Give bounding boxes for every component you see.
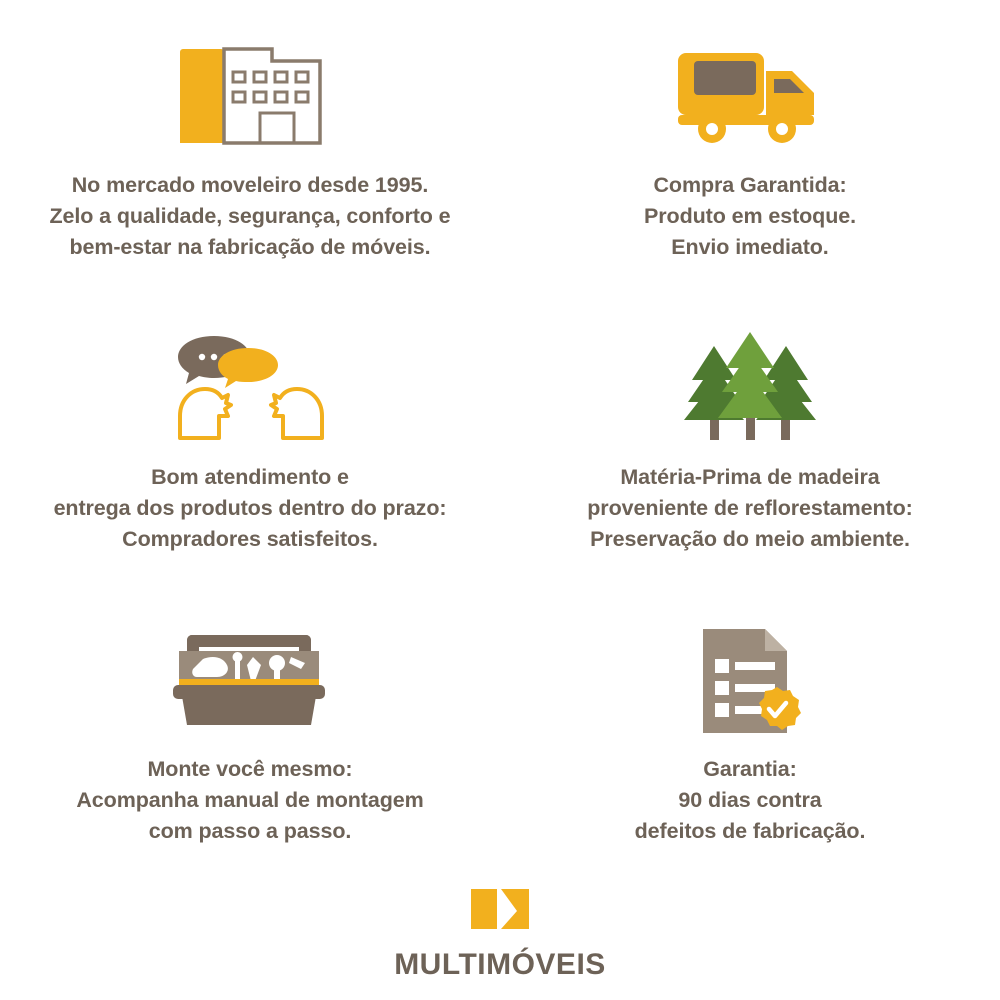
delivery-truck-icon [670,41,830,151]
two-people-talking-icon-wrap [170,328,330,448]
brand-name: MULTIMÓVEIS [394,948,606,981]
caption-line: proveniente de reflorestamento: [587,496,913,521]
feature-card-service [0,310,500,602]
feature-card-shipping [500,18,1000,310]
feature-card-sustainability [500,310,1000,602]
caption-line: bem-estar na fabricação de móveis. [69,235,431,260]
feature-caption [54,462,447,556]
caption-line: Acompanha manual de montagem [76,788,424,813]
brand-footer [0,885,1000,982]
feature-card-assembly [0,602,500,894]
caption-line: Compra Garantida: [653,173,847,197]
factory-building-icon-wrap [175,36,325,156]
feature-caption [644,170,856,264]
factory-building-icon [175,41,325,151]
feature-caption [635,754,866,848]
caption-line: com passo a passo. [148,819,352,844]
caption-line: Envio imediato. [671,235,829,260]
caption-line: Matéria-Prima de madeira [620,465,880,489]
caption-line: entrega dos produtos dentro do prazo: [53,496,447,521]
feature-caption [49,170,450,264]
features-grid [0,18,1000,894]
caption-line: No mercado moveleiro desde 1995. [71,173,429,197]
document-seal-icon-wrap [685,620,815,740]
feature-caption [76,754,423,848]
pine-trees-icon [680,328,820,448]
multimoveis-logo-icon [467,885,533,933]
feature-card-history [0,18,500,310]
caption-line: Garantia: [703,757,797,781]
feature-caption [587,462,912,556]
caption-line: Monte você mesmo: [147,757,353,781]
delivery-truck-icon-wrap [670,36,830,156]
toolbox-icon [165,625,335,735]
pine-trees-icon-wrap [680,328,820,448]
caption-line: 90 dias contra [678,788,822,813]
two-people-talking-icon [170,328,330,448]
caption-line: Preservação do meio ambiente. [590,527,910,552]
multimoveis-logo-icon-wrap [467,885,533,938]
caption-line: Bom atendimento e [151,465,349,489]
toolbox-icon-wrap [165,620,335,740]
document-seal-icon [685,623,815,738]
caption-line: Zelo a qualidade, segurança, conforto e [49,204,451,229]
caption-line: Compradores satisfeitos. [122,527,378,552]
caption-line: defeitos de fabricação. [634,819,866,844]
caption-line: Produto em estoque. [644,204,856,229]
feature-card-warranty [500,602,1000,894]
